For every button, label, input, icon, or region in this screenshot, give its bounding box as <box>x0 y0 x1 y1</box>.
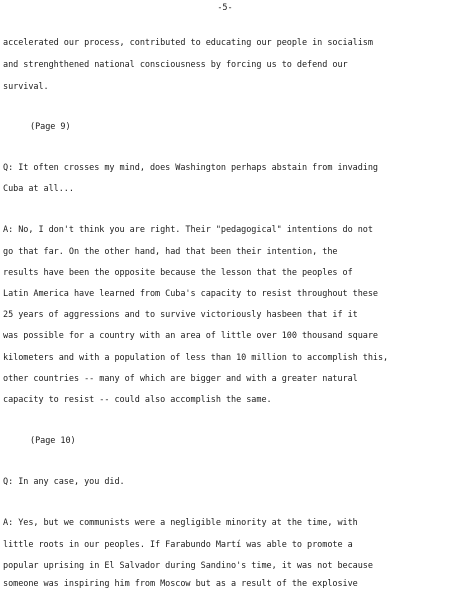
answer-line: popular uprising in El Salvador during Sandino's time, it was not because <box>3 561 373 571</box>
page-reference: (Page 9) <box>30 122 71 132</box>
answer-line: go that far. On the other hand, had that been their intention, the <box>3 247 338 257</box>
answer-line: was possible for a country with an area of little over 100 thousand square <box>3 331 378 341</box>
answer-line: other countries -- many of which are bigger and with a greater natural <box>3 374 358 384</box>
text-line: accelerated our process, contributed to educating our people in socialism <box>3 38 373 48</box>
answer-line: kilometers and with a population of less than 10 million to accomplish this, <box>3 353 389 363</box>
page-number: -5- <box>217 3 233 13</box>
answer-line: results have been the opposite because the lesson that the peoples of <box>3 268 353 278</box>
answer-line: A: No, I don't think you are right. Their "pedagogical" intentions do not <box>3 225 373 235</box>
answer-line: A: Yes, but we communists were a negligible minority at the time, with <box>3 518 358 528</box>
answer-line: capacity to resist -- could also accomplish the same. <box>3 395 272 405</box>
answer-line: little roots in our peoples. If Farabundo Martí was able to promote a <box>3 540 353 550</box>
question-line: Cuba at all... <box>3 184 74 194</box>
answer-line: someone was inspiring him from Moscow but as a result of the explosive <box>3 579 358 589</box>
answer-line: Latin America have learned from Cuba's capacity to resist throughout these <box>3 289 378 299</box>
question-line: Q: It often crosses my mind, does Washington perhaps abstain from invading <box>3 163 378 173</box>
page-reference: (Page 10) <box>30 436 76 446</box>
text-line: and strenghthened national consciousness by forcing us to defend our <box>3 60 348 70</box>
question-line: Q: In any case, you did. <box>3 477 125 487</box>
text-line: survival. <box>3 82 49 92</box>
answer-line: 25 years of aggressions and to survive victoriously hasbeen that if it <box>3 310 358 320</box>
